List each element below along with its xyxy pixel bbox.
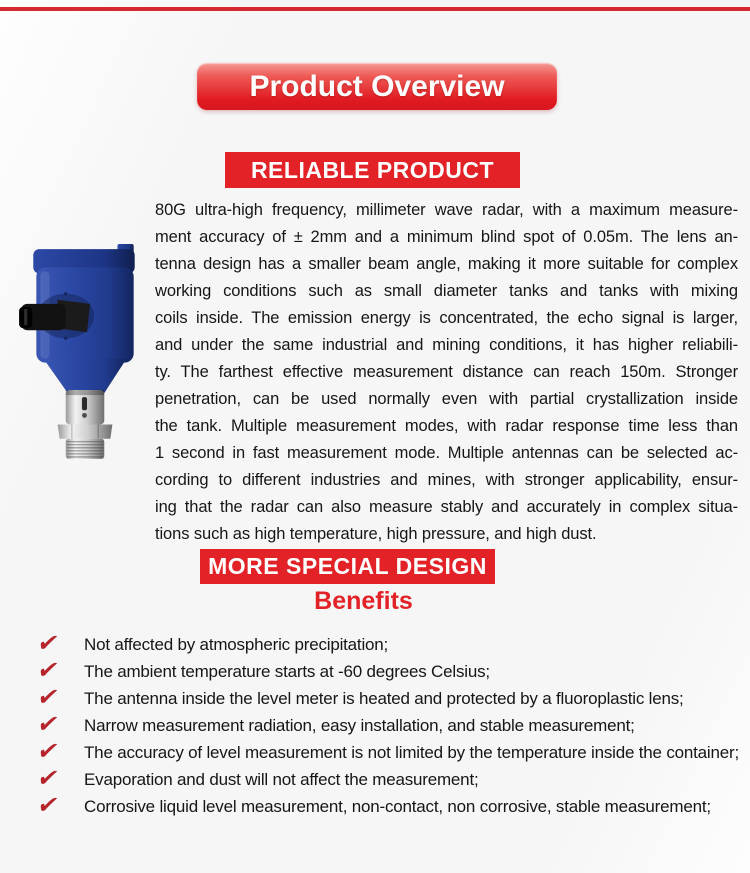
checkmark-icon: ✔: [35, 657, 62, 684]
reliable-product-banner: [225, 152, 520, 188]
description-line: working conditions such as small diameter tanks and tanks with mixing: [155, 282, 738, 300]
checkmark-icon: ✔: [35, 684, 62, 711]
checkmark-icon: ✔: [35, 765, 62, 792]
benefit-text: The antenna inside the level meter is heated and protected by a fluoroplastic lens;: [84, 689, 684, 708]
description-line: ing that the radar can also measure stably and accurately in complex situa-: [155, 498, 738, 516]
description-line: and under the same industrial and mining conditions, it has higher reliabili-: [155, 336, 738, 354]
top-divider-line: [0, 7, 750, 11]
benefits-heading: Benefits: [314, 587, 413, 615]
reliable-product-banner-label: RELIABLE PRODUCT: [250, 156, 495, 183]
checkmark-icon: ✔: [35, 711, 62, 738]
list-item: [35, 765, 740, 793]
description-line: the tank. Multiple measurement modes, with radar response time less than: [155, 417, 738, 435]
product-description: [155, 197, 738, 548]
description-line: 1 second in fast measurement mode. Multiple antennas can be selected ac-: [155, 444, 738, 462]
device-hex-nut: [58, 424, 113, 438]
list-item: [35, 711, 740, 739]
description-line: cording to different industries and mines, with stronger applicability, ensur-: [155, 471, 738, 489]
more-special-design-banner-label: MORE SPECIAL DESIGN: [208, 553, 487, 579]
checkmark-icon: ✔: [35, 792, 62, 819]
list-item: [35, 657, 740, 685]
benefit-text: Narrow measurement radiation, easy installation, and stable measurement;: [84, 716, 635, 735]
benefits-list: [35, 630, 740, 820]
page-title: Product Overview: [249, 69, 505, 103]
product-overview-header: [197, 63, 557, 110]
list-item: [35, 792, 740, 820]
description-line: 80G ultra-high frequency, millimeter wave radar, with a maximum measure-: [155, 201, 738, 219]
checkmark-icon: ✔: [35, 630, 62, 657]
list-item: [35, 630, 740, 658]
radar-level-meter-image: [18, 243, 152, 461]
more-special-design-banner: [200, 549, 495, 584]
description-line: coils inside. The emission energy is concentrated, the echo signal is larger,: [155, 309, 738, 327]
benefit-text: The accuracy of level measurement is not limited by the temperature inside the container;: [84, 743, 739, 762]
description-line: tenna design has a smaller beam angle, making it more suitable for complex: [155, 255, 738, 273]
benefit-text: Corrosive liquid level measurement, non-contact, non corrosive, stable measurement;: [84, 797, 711, 816]
benefit-text: Not affected by atmospheric precipitation;: [84, 635, 389, 654]
list-item: [35, 684, 740, 712]
benefit-text: The ambient temperature starts at -60 degrees Celsius;: [84, 662, 490, 681]
description-line: ty. The farthest effective measurement distance can reach 150m. Stronger: [155, 363, 738, 381]
checkmark-icon: ✔: [35, 738, 62, 765]
description-line: tions such as high temperature, high pressure, and high dust.: [155, 525, 597, 543]
device-cone: [43, 359, 126, 393]
description-line: ment accuracy of ± 2mm and a minimum blind spot of 0.05m. The lens an-: [155, 228, 738, 246]
benefit-text: Evaporation and dust will not affect the measurement;: [84, 770, 479, 789]
description-line: penetration, can be used normally even with partial crystallization inside: [155, 390, 738, 408]
list-item: [35, 738, 740, 766]
